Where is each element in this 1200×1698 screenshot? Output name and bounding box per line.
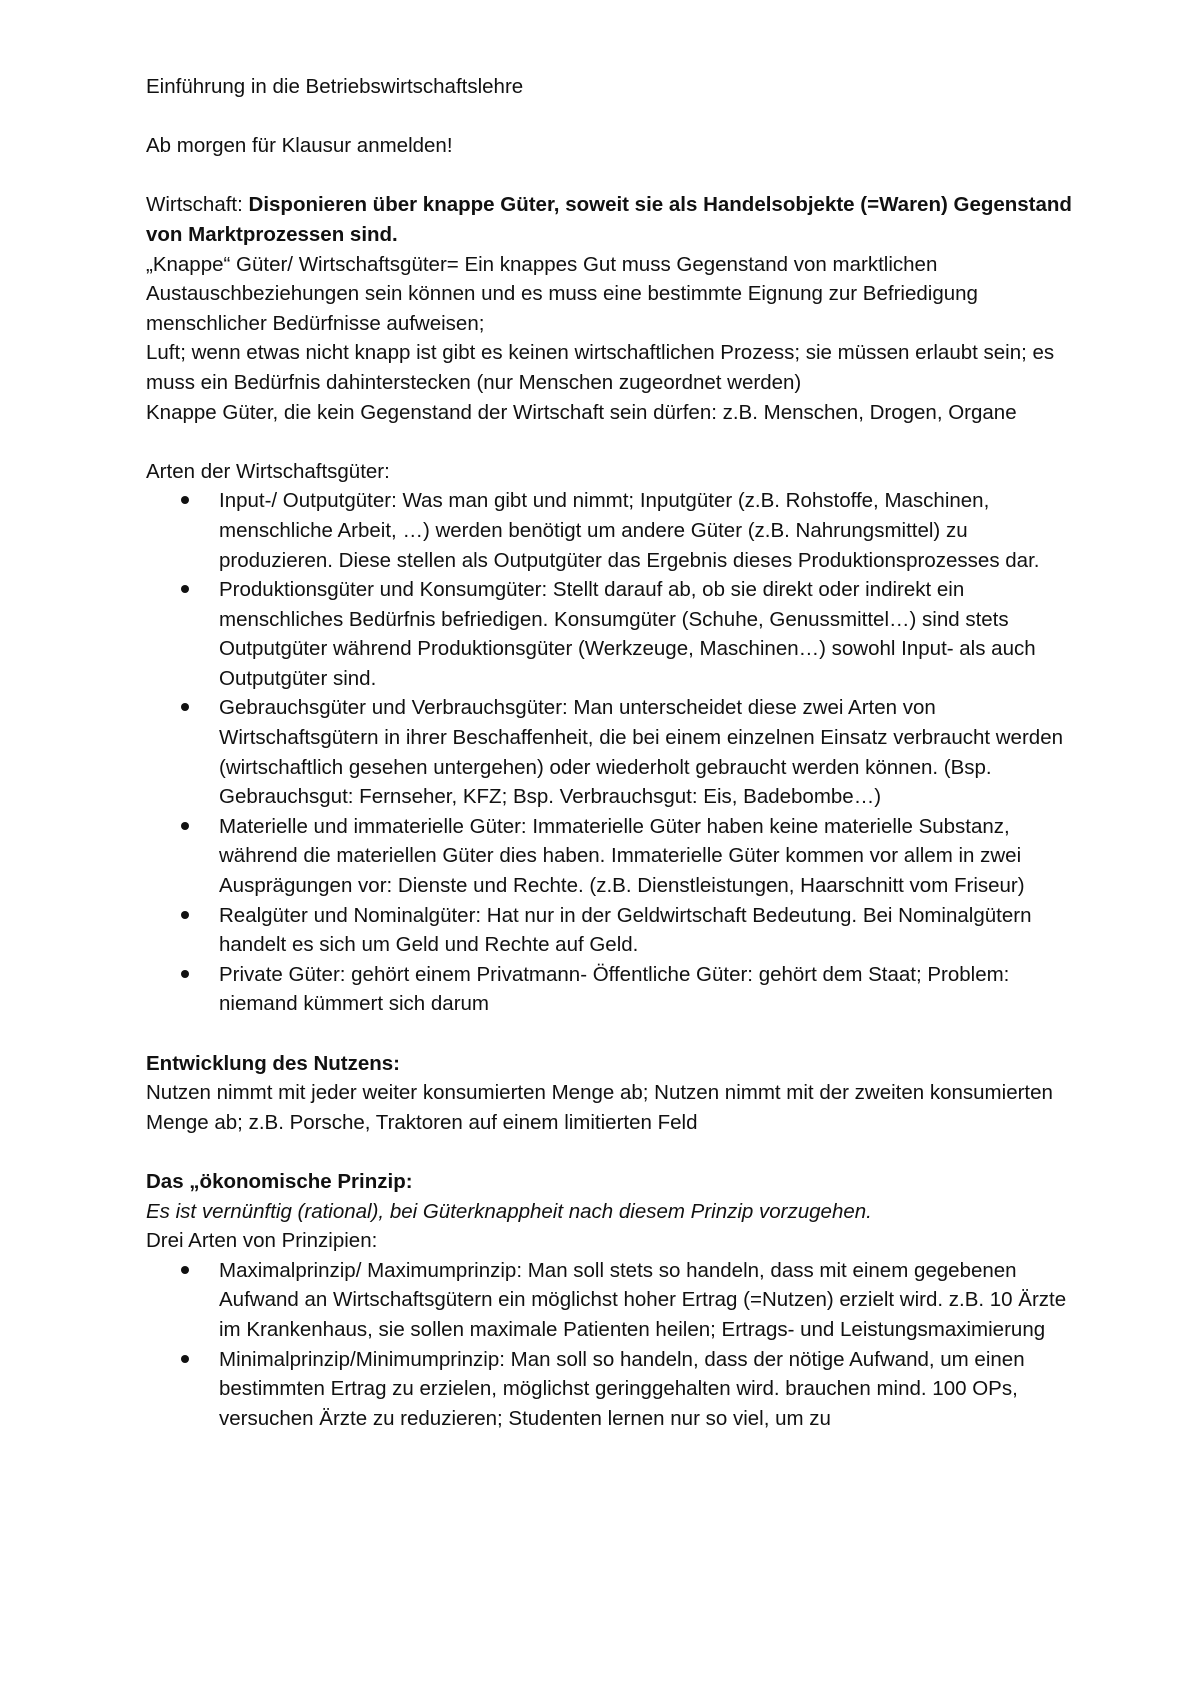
spacer: [146, 1137, 1076, 1167]
document-page: [146, 72, 1076, 1433]
spacer: [146, 102, 1076, 132]
list-item: Materielle und immaterielle Güter: Immaterielle Güter haben keine materielle Substanz, während die materiellen Güter dies haben. Immaterielle Güter kommen vor allem in zwei Ausprägungen vor: Dienste und Rechte. (z.B. Dienstleistungen, Haarschnitt vom Friseur): [219, 812, 1076, 901]
prinzip-heading: Das „ökonomische Prinzip:: [146, 1169, 413, 1193]
prinzip-italic-text: Es ist vernünftig (rational), bei Güterknappheit nach diesem Prinzip vorzugehen.: [146, 1199, 872, 1223]
spacer: [146, 1019, 1076, 1049]
prinzip-list: [146, 1256, 1076, 1434]
nutzen-heading: Entwicklung des Nutzens:: [146, 1051, 400, 1075]
spacer: [146, 161, 1076, 191]
list-item: Private Güter: gehört einem Privatmann- Öffentliche Güter: gehört dem Staat; Problem: niemand kümmert sich darum: [219, 960, 1076, 1019]
list-item: Maximalprinzip/ Maximumprinzip: Man soll stets so handeln, dass mit einem gegebenen Aufwand an Wirtschaftsgütern ein möglichst hoher Ertrag (=Nutzen) erzielt wird. z.B. 10 Ärzte im Krankenhaus, sie sollen maximale Patienten heilen; Ertrags- und Leistungsmaximierung: [219, 1256, 1076, 1345]
arten-list: [146, 486, 1076, 1019]
spacer: [146, 427, 1076, 457]
document-title: Einführung in die Betriebswirtschaftslehre: [146, 75, 524, 98]
nutzen-text: Nutzen nimmt mit jeder weiter konsumierten Menge ab; Nutzen nimmt mit der zweiten konsumierten Menge ab; z.B. Porsche, Traktoren auf einem limitierten Feld: [146, 1081, 1053, 1134]
arten-heading: Arten der Wirtschaftsgüter:: [146, 459, 390, 483]
knappe-gueter-text: „Knappe“ Güter/ Wirtschaftsgüter= Ein knappes Gut muss Gegenstand von marktlichen Austauschbeziehungen sein können und es muss eine bestimmte Eignung zur Befriedigung menschlicher Bedürfnisse aufweisen;: [146, 252, 978, 335]
list-item: Input-/ Outputgüter: Was man gibt und nimmt; Inputgüter (z.B. Rohstoffe, Maschinen, menschliche Arbeit, …) werden benötigt um andere Güter (z.B. Nahrungsmittel) zu produzieren. Diese stellen als Outputgüter das Ergebnis dieses Produktionsprozesses dar.: [219, 486, 1076, 575]
wirtschaft-label: Wirtschaft:: [146, 193, 249, 217]
wirtschaft-definition-text: Disponieren über knappe Güter, soweit sie als Handelsobjekte (=Waren) Gegenstand von Marktprozessen sind.: [146, 193, 1072, 246]
list-item: Minimalprinzip/Minimumprinzip: Man soll so handeln, dass der nötige Aufwand, um einen bestimmten Ertrag zu erzielen, möglichst geringgehalten wird. brauchen mind. 100 OPs, versuchen Ärzte zu reduzieren; Studenten lernen nur so viel, um zu: [219, 1345, 1076, 1434]
list-item: Produktionsgüter und Konsumgüter: Stellt darauf ab, ob sie direkt oder indirekt ein menschliches Bedürfnis befriedigen. Konsumgüter (Schuhe, Genussmittel…) sind stets Outputgüter während Produktionsgüter (Werkzeuge, Maschinen…) sowohl Input- als auch Outputgüter sind.: [219, 575, 1076, 693]
prinzip-subheading: Drei Arten von Prinzipien:: [146, 1229, 378, 1253]
list-item: Gebrauchsgüter und Verbrauchsgüter: Man unterscheidet diese zwei Arten von Wirtschaftsgütern in ihrer Beschaffenheit, die bei einem einzelnen Einsatz verbraucht werden (wirtschaftlich gesehen untergehen) oder wiederholt gebraucht werden können. (Bsp. Gebrauchsgut: Fernseher, KFZ; Bsp. Verbrauchsgut: Eis, Badebombe…): [219, 693, 1076, 811]
wirtschaft-definition: [146, 190, 1076, 249]
luft-text: Luft; wenn etwas nicht knapp ist gibt es keinen wirtschaftlichen Prozess; sie müssen erlaubt sein; es muss ein Bedürfnis dahinterstecken (nur Menschen zugeordnet werden): [146, 341, 1055, 394]
list-item: Realgüter und Nominalgüter: Hat nur in der Geldwirtschaft Bedeutung. Bei Nominalgütern handelt es sich um Geld und Rechte auf Geld.: [219, 901, 1076, 960]
reminder-line: Ab morgen für Klausur anmelden!: [146, 134, 453, 158]
verbotene-gueter-text: Knappe Güter, die kein Gegenstand der Wirtschaft sein dürfen: z.B. Menschen, Drogen, Organe: [146, 400, 1017, 424]
